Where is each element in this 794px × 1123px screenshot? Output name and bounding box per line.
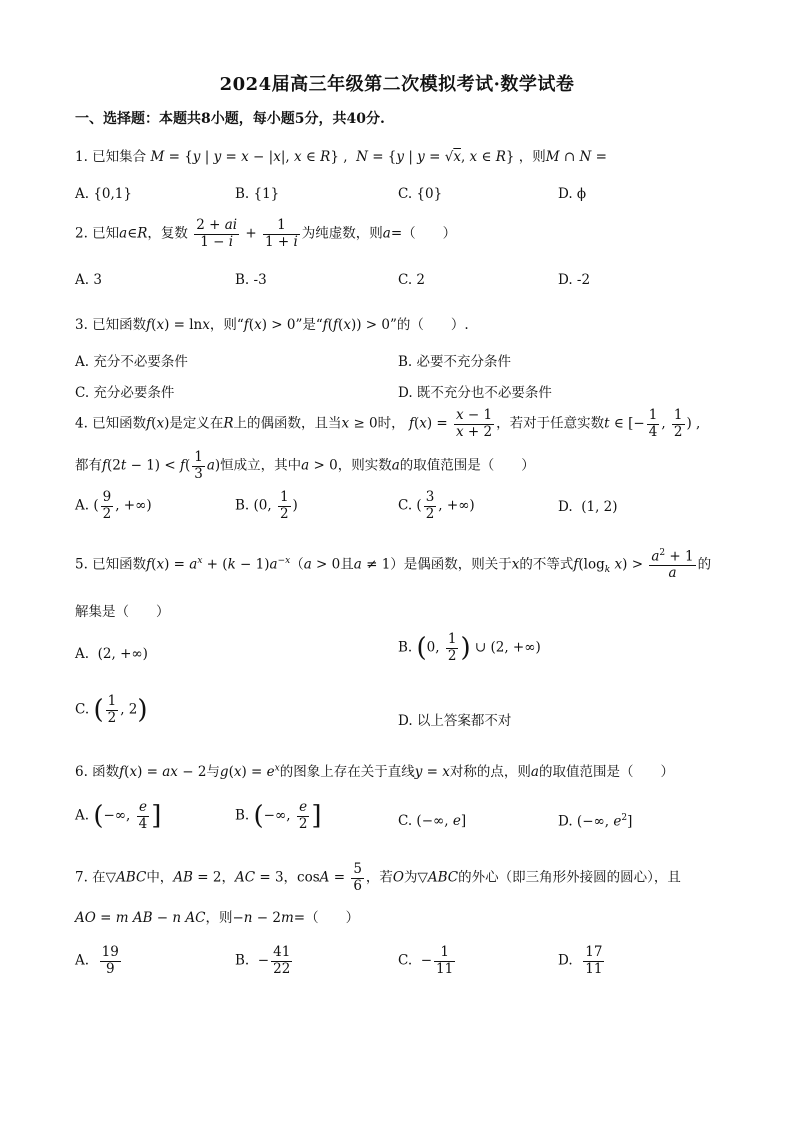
q2-option-d[interactable]: D. -2 bbox=[558, 272, 591, 288]
q7-option-b[interactable]: B. − $\frac{41}{22}$ bbox=[235, 944, 291, 977]
q4-option-d[interactable]: D. (1, 2) bbox=[558, 499, 618, 515]
q7-option-a[interactable]: A. $\frac{19}{9}$ bbox=[75, 944, 119, 977]
exam-title: 2024届高三年级第二次模拟考试·数学试卷 bbox=[219, 74, 575, 95]
question-3: 3. 已知函数f(x) = lnx，则“f(x) > 0”是“f(f(x)) > 0”的（ ）. bbox=[75, 317, 469, 333]
q5-option-a[interactable]: A. (2, +∞) bbox=[75, 646, 148, 662]
fraction: $\frac{a^2 + 1}{a}$ bbox=[651, 548, 694, 582]
question-5-cont: 解集是（ ） bbox=[75, 604, 170, 620]
question-4: 4. 已知函数f(x)是定义在R上的偶函数，且当x ≥ 0时， f(x) = $\frac{x - 1}{x + 2}$ ，若对于任意实数t ∈ [− $\frac{1}{4}$ , $\frac{1}{2}$ ) , bbox=[75, 407, 701, 440]
q3-option-d[interactable]: D. 既不充分也不必要条件 bbox=[398, 385, 552, 401]
q3-option-a[interactable]: A. 充分不必要条件 bbox=[75, 354, 188, 370]
question-2: 2. 已知a∈R，复数 $\frac{2 + ai}{1 - i}$ + $\frac{1}{1 + i}$ 为纯虚数，则a=（ ） bbox=[75, 217, 457, 250]
question-1: 1. 已知集合 M = {y | y = x − |x|, x ∈ R} , N = {y | y = √x, x ∈ R} ，则M ∩ N = bbox=[75, 149, 607, 165]
fraction: $\frac{5}{6}$ bbox=[353, 861, 362, 894]
fraction: $\frac{1}{4}$ bbox=[648, 407, 658, 440]
q5-option-c[interactable]: C. ( $\frac{1}{2}$ , 2) bbox=[75, 693, 148, 726]
q6-option-b[interactable]: B. (−∞, $\frac{e}{2}$ ] bbox=[235, 799, 322, 832]
fraction: $\frac{1}{1 + i}$ bbox=[264, 217, 298, 250]
q6-option-c[interactable]: C. (−∞, e] bbox=[398, 813, 467, 829]
q6-option-d[interactable]: D. (−∞, $e^2$] bbox=[558, 813, 633, 830]
q2-option-a[interactable]: A. 3 bbox=[75, 272, 102, 288]
q7-option-d[interactable]: D. $\frac{17}{11}$ bbox=[558, 944, 603, 977]
q7-option-c[interactable]: C. − $\frac{1}{11}$ bbox=[398, 944, 454, 977]
fraction: $\frac{1}{2}$ bbox=[673, 407, 683, 440]
set-n: N bbox=[356, 149, 368, 165]
q1-option-b[interactable]: B. {1} bbox=[235, 186, 280, 202]
question-5: 5. 已知函数$f(x) = a^x + (k - 1)a^{-x}(a > 0$且a ≠ 1）是偶函数，则关于x的不等式$f(\log_k$ x) > $\frac{a^2 + 1}{a}$ 的 bbox=[75, 548, 712, 582]
question-6: 6. 函数f(x) = ax − 2与$g(x) = e^x$的图象上存在关于直线y = x对称的点，则a的取值范围是（ ） bbox=[75, 763, 674, 780]
q4-option-a[interactable]: A. ( $\frac{9}{2}$ , +∞) bbox=[75, 489, 152, 522]
q3-option-b[interactable]: B. 必要不充分条件 bbox=[398, 354, 512, 370]
question-4-cont: 都有f(2t − 1) < f( $\frac{1}{3}$ a)恒成立，其中a > 0，则实数a的取值范围是（ ） bbox=[75, 449, 535, 482]
question-7: 7. 在▽ABC中，AB = 2，AC = 3，cosA = $\frac{5}{6}$ ，若O为▽ABC的外心（即三角形外接圆的圆心），且 bbox=[75, 861, 681, 894]
fraction: $\frac{x - 1}{x + 2}$ bbox=[456, 407, 493, 440]
q4-option-b[interactable]: B. (0, $\frac{1}{2}$ ) bbox=[235, 489, 298, 522]
q2-option-b[interactable]: B. -3 bbox=[235, 272, 267, 288]
fraction: $\frac{1}{3}$ bbox=[194, 449, 203, 482]
q6-option-a[interactable]: A. (−∞, $\frac{e}{4}$ ] bbox=[75, 799, 162, 832]
fraction: $\frac{2 + ai}{1 - i}$ bbox=[196, 217, 238, 250]
set-m: M bbox=[150, 149, 165, 165]
q5-option-b[interactable]: B. (0, $\frac{1}{2}$ ) ∪ (2, +∞) bbox=[398, 631, 541, 664]
q1-option-d[interactable]: D. ϕ bbox=[558, 186, 587, 202]
question-7-cont: AO = m AB − n AC，则−n − 2m=（ ） bbox=[75, 910, 360, 926]
q5-option-d[interactable]: D. 以上答案都不对 bbox=[398, 713, 512, 729]
q1-option-a[interactable]: A. {0,1} bbox=[75, 186, 132, 202]
q4-option-c[interactable]: C. ( $\frac{3}{2}$ , +∞) bbox=[398, 489, 475, 522]
q1-option-c[interactable]: C. {0} bbox=[398, 186, 443, 202]
q3-option-c[interactable]: C. 充分必要条件 bbox=[75, 385, 175, 401]
section-heading: 一、选择题：本题共8小题，每小题5分，共40分. bbox=[75, 111, 385, 127]
q2-option-c[interactable]: C. 2 bbox=[398, 272, 426, 288]
